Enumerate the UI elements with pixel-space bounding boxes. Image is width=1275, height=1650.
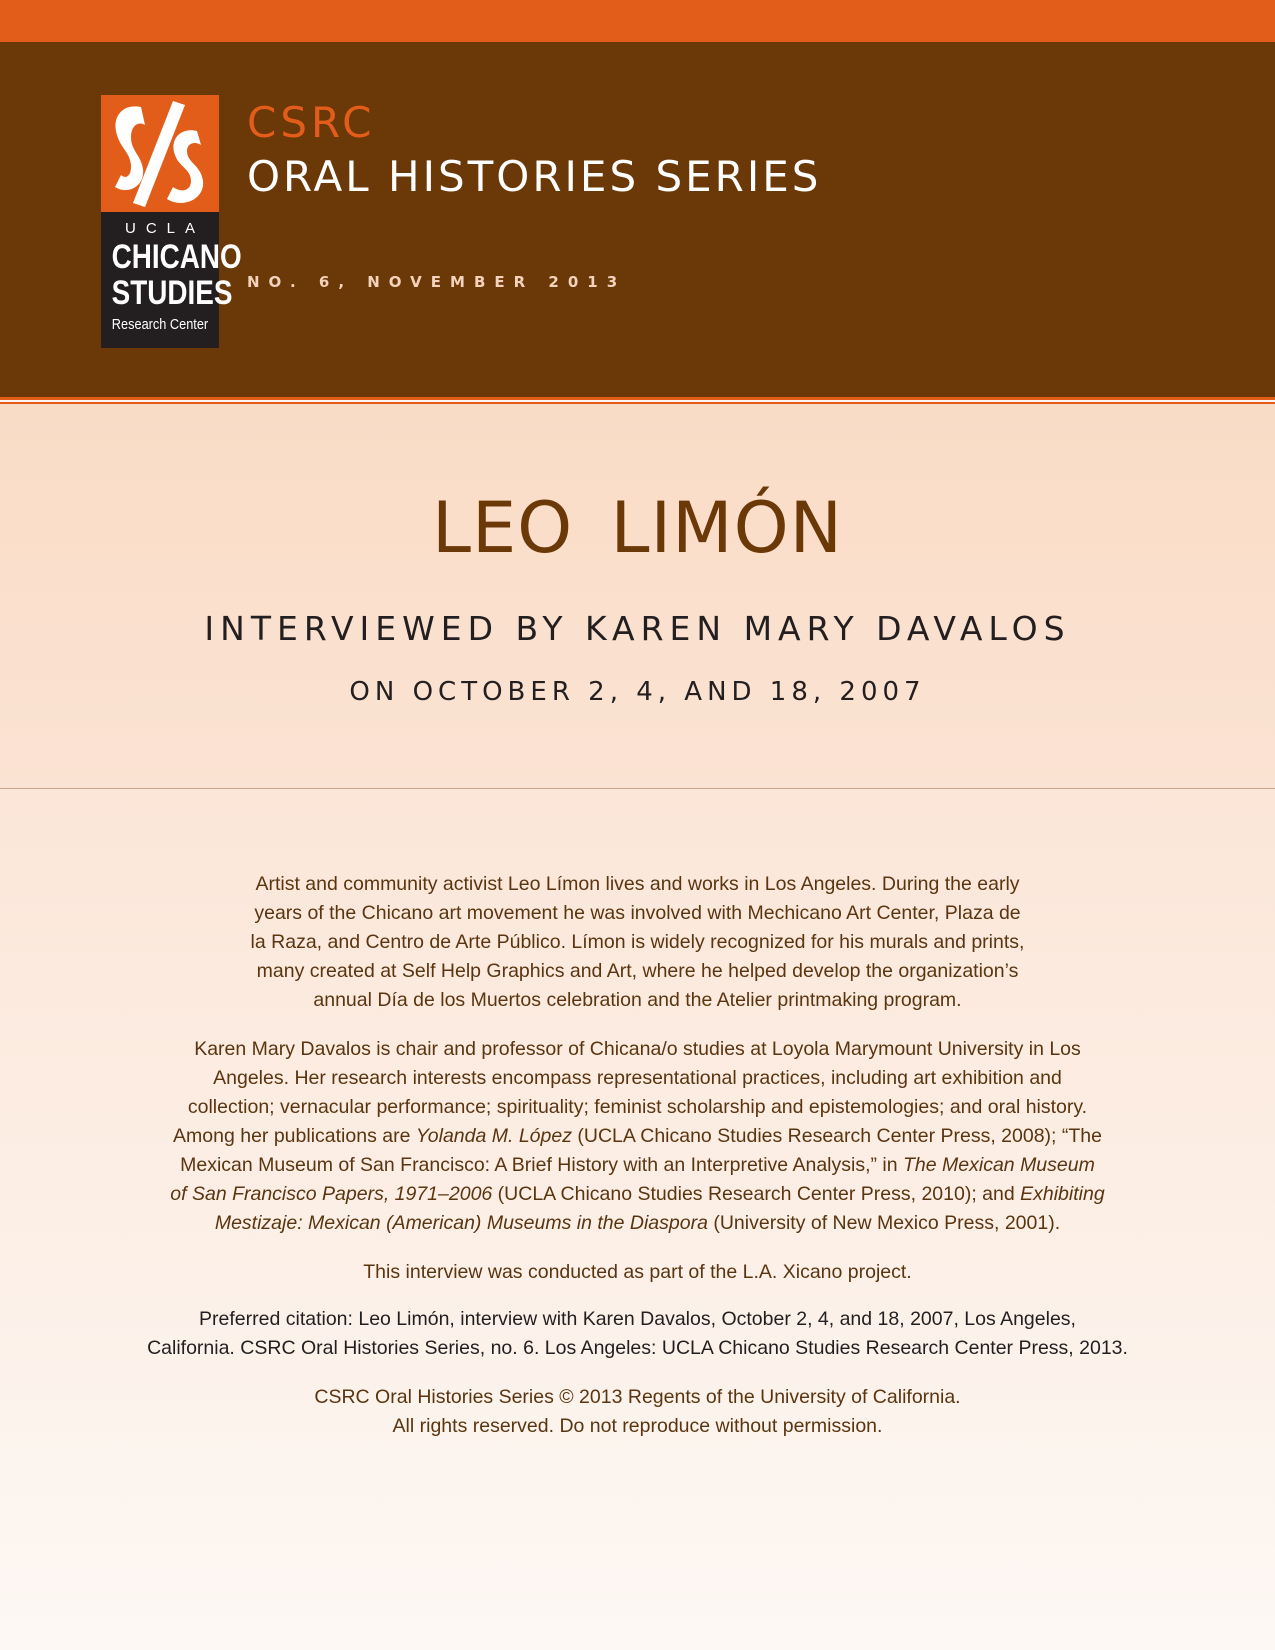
interviewee-name: LEO LIMÓN [431, 487, 844, 569]
artist-bio [0, 870, 1275, 1015]
bio-line: la Raza, and Centro de Arte Público. Límon is widely recognized for his murals and prints, [250, 931, 1025, 953]
interview-dates: ON OCTOBER 2, 4, AND 18, 2007 [349, 677, 926, 707]
publication-title: Exhibiting [1020, 1183, 1105, 1205]
publication-title: Yolanda M. López [415, 1125, 572, 1147]
publication-title: of San Francisco Papers, 1971–2006 [170, 1183, 493, 1205]
copyright-line: CSRC Oral Histories Series © 2013 Regents of the University of California. [314, 1386, 961, 1408]
csrc-logo [101, 95, 242, 348]
top-accent-bar [0, 0, 1275, 42]
bio-line: Karen Mary Davalos is chair and professor of Chicana/o studies at Loyola Marymount University in Los [194, 1038, 1081, 1060]
series-prefix: CSRC [247, 98, 376, 147]
copyright-line: All rights reserved. Do not reproduce without permission. [392, 1415, 883, 1437]
bio-line: years of the Chicano art movement he was involved with Mechicano Art Center, Plaza de [254, 902, 1021, 924]
bio-text: Among her publications are [173, 1125, 416, 1147]
copyright-notice [0, 1383, 1275, 1441]
series-name: ORAL HISTORIES SERIES [247, 152, 822, 201]
bio-text: (University of New Mexico Press, 2001). [707, 1212, 1061, 1234]
bio-text: (UCLA Chicano Studies Research Center Press, 2008); “The [571, 1125, 1102, 1147]
issue-label: NO. 6, NOVEMBER 2013 [247, 273, 627, 291]
bio-line: annual Día de los Muertos celebration and the Atelier printmaking program. [313, 989, 962, 1011]
logo-wordmark [101, 212, 242, 348]
interviewer-line: INTERVIEWED BY KAREN MARY DAVALOS [204, 609, 1071, 648]
logo-chicano: CHICANO [111, 238, 242, 276]
logo-studies: STUDIES [111, 274, 233, 312]
header-rule [0, 397, 1275, 400]
cs-slash-icon [101, 95, 219, 212]
interviewer-bio [0, 1035, 1275, 1238]
logo-mark [101, 95, 219, 212]
bio-line [0, 1209, 1275, 1238]
publication-title: The Mexican Museum [903, 1154, 1095, 1176]
bio-line [0, 1151, 1275, 1180]
bio-line: many created at Self Help Graphics and Art, where he helped develop the organization’s [256, 960, 1019, 982]
bio-line [0, 1180, 1275, 1209]
bio-line: Artist and community activist Leo Límon lives and works in Los Angeles. During the early [255, 873, 1020, 895]
citation-line: California. CSRC Oral Histories Series, no. 6. Los Angeles: UCLA Chicano Studies Research Center Press, 2013. [147, 1337, 1128, 1359]
publication-title: Mestizaje: Mexican (American) Museums in the Diaspora [214, 1212, 708, 1234]
project-note-text: This interview was conducted as part of the L.A. Xicano project. [363, 1261, 912, 1283]
bio-text: Mexican Museum of San Francisco: A Brief History with an Interpretive Analysis,” in [180, 1154, 904, 1176]
logo-ucla: UCLA [124, 220, 205, 237]
bio-text: (UCLA Chicano Studies Research Center Press, 2010); and [492, 1183, 1021, 1205]
preferred-citation [0, 1305, 1275, 1363]
bio-line: Angeles. Her research interests encompass representational practices, including art exhibition and [213, 1067, 1062, 1089]
bio-line [0, 1122, 1275, 1151]
project-note [0, 1258, 1275, 1287]
bio-line: collection; vernacular performance; spirituality; feminist scholarship and epistemologies; and oral history. [187, 1096, 1088, 1118]
citation-line: Preferred citation: Leo Limón, interview with Karen Davalos, October 2, 4, and 18, 2007, Los Angeles, [199, 1308, 1076, 1330]
logo-research-center: Research Center [111, 316, 209, 333]
title-band [0, 404, 1275, 788]
